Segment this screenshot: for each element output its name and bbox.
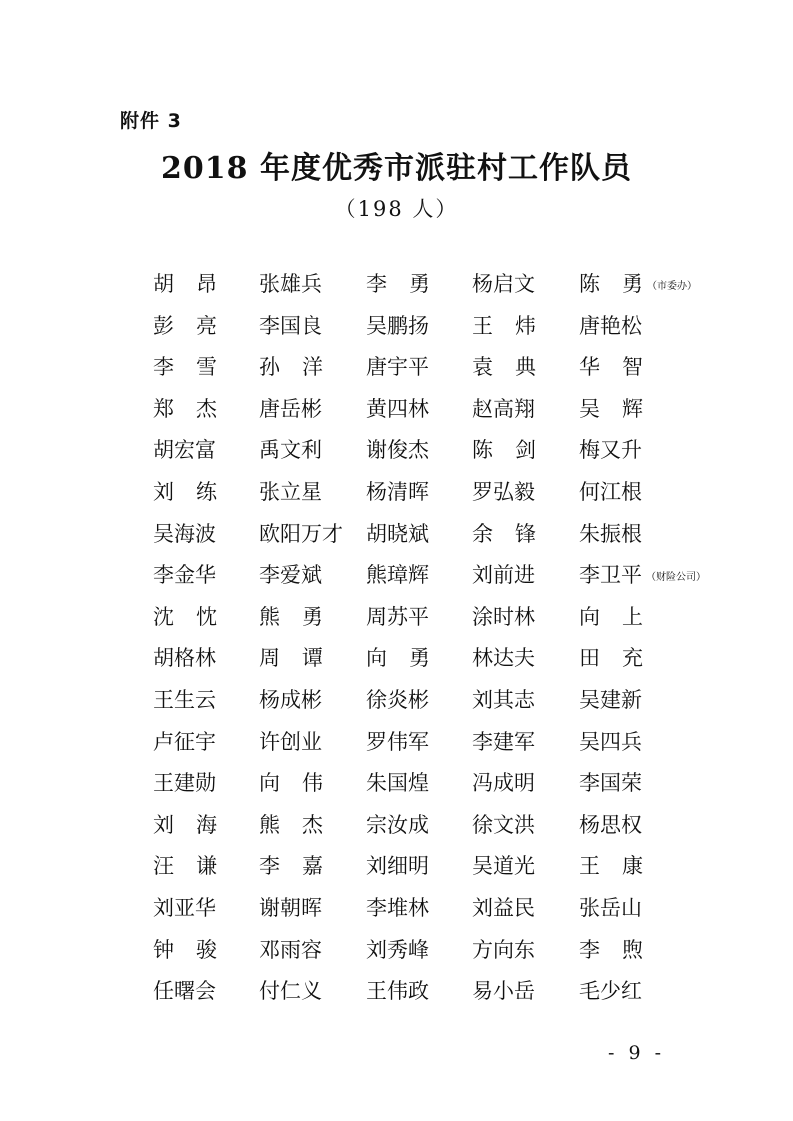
person-name: 唐岳彬 (259, 396, 322, 421)
person-name: 李雪 (153, 355, 217, 380)
person-name: 朱国煌 (366, 771, 429, 796)
person-name: 李建军 (472, 729, 535, 754)
name-cell (259, 556, 322, 594)
name-cell (366, 473, 429, 511)
name-cell (579, 307, 642, 345)
person-name: 梅又升 (579, 438, 642, 463)
person-name: 张雄兵 (259, 272, 322, 296)
person-name: 熊勇 (259, 604, 323, 629)
person-name: 吴四兵 (579, 729, 642, 754)
name-cell (472, 431, 536, 469)
name-row (153, 348, 753, 390)
name-cell (153, 764, 216, 802)
person-name: 李爱斌 (259, 563, 322, 588)
person-name: 周苏平 (366, 604, 429, 629)
name-cell (472, 265, 535, 303)
person-name: 刘亚华 (153, 895, 216, 920)
name-cell (579, 473, 642, 511)
name-cell (579, 639, 643, 677)
name-cell (579, 889, 642, 927)
name-cell (472, 348, 536, 386)
person-name: 张立星 (259, 479, 322, 504)
name-cell (153, 806, 217, 844)
name-cell (366, 806, 429, 844)
name-cell (259, 847, 323, 885)
name-row (153, 972, 753, 1014)
name-row (153, 931, 753, 973)
name-cell (259, 598, 323, 636)
person-name: 欧阳万才 (259, 521, 343, 546)
person-name: 孙洋 (259, 355, 323, 380)
person-name: 方向东 (472, 937, 535, 962)
name-cell (259, 473, 322, 511)
name-cell (472, 806, 535, 844)
name-cell (153, 431, 216, 469)
name-cell (153, 307, 217, 345)
person-name: 李嘉 (259, 854, 323, 879)
affiliation-note: （财险公司） (646, 572, 706, 584)
affiliation-note: （市委办） (647, 281, 697, 292)
name-cell (472, 556, 535, 594)
name-cell (259, 515, 343, 553)
name-cell (366, 723, 429, 761)
name-cell (259, 931, 322, 969)
name-cell (259, 972, 322, 1010)
person-name: 沈忱 (153, 604, 217, 629)
person-name: 毛少红 (579, 979, 642, 1004)
name-cell (259, 681, 322, 719)
person-name: 罗弘毅 (472, 479, 535, 504)
name-row (153, 556, 753, 598)
person-name: 吴建新 (579, 687, 642, 712)
person-name: 谢朝晖 (259, 895, 322, 920)
name-cell (259, 639, 323, 677)
person-name: 杨成彬 (259, 687, 322, 712)
person-name: 刘秀峰 (366, 937, 429, 962)
page-number: - 9 - (608, 1042, 666, 1064)
person-name: 汪谦 (153, 854, 217, 879)
person-name: 华智 (579, 355, 643, 380)
person-name: 向伟 (259, 771, 323, 796)
attachment-label: 附件 3 (120, 110, 182, 132)
name-cell (579, 847, 643, 885)
person-name: 谢俊杰 (366, 438, 429, 463)
person-name: 李卫平 (579, 563, 642, 588)
person-name: 刘其志 (472, 687, 535, 712)
person-name: 付仁义 (259, 979, 322, 1004)
name-cell (259, 265, 322, 303)
person-name: 熊璋辉 (366, 563, 429, 588)
person-name: 袁典 (472, 355, 536, 380)
name-row (153, 889, 753, 931)
person-name: 钟骏 (153, 937, 217, 962)
person-name: 唐宇平 (366, 355, 429, 380)
person-name: 胡昂 (153, 272, 217, 296)
person-name: 徐炎彬 (366, 687, 429, 712)
page-title: 2018 年度优秀市派驻村工作队员 (161, 151, 632, 186)
name-cell (579, 681, 642, 719)
name-cell (579, 806, 642, 844)
name-cell (472, 598, 535, 636)
name-cell (366, 556, 429, 594)
name-cell (366, 307, 429, 345)
name-row (153, 681, 753, 723)
name-row (153, 265, 753, 307)
name-cell (366, 348, 429, 386)
name-cell (259, 390, 322, 428)
person-name: 陈勇 (579, 272, 643, 296)
name-cell (472, 307, 536, 345)
person-name: 刘细明 (366, 854, 429, 879)
name-cell (153, 639, 216, 677)
name-cell (153, 847, 217, 885)
person-name: 卢征宇 (153, 729, 216, 754)
name-cell (153, 473, 217, 511)
person-name: 李国良 (259, 313, 322, 338)
name-cell (366, 431, 429, 469)
person-name: 刘益民 (472, 895, 535, 920)
person-name: 涂时林 (472, 604, 535, 629)
person-name: 吴道光 (472, 854, 535, 879)
name-cell (472, 931, 535, 969)
person-name: 唐艳松 (579, 313, 642, 338)
name-row (153, 847, 753, 889)
name-cell (472, 723, 535, 761)
person-name: 向勇 (366, 646, 430, 671)
name-cell (579, 598, 643, 636)
person-name: 杨思权 (579, 812, 642, 837)
name-cell (579, 515, 642, 553)
name-list (153, 265, 753, 1014)
name-cell (366, 972, 429, 1010)
person-name: 赵高翔 (472, 396, 535, 421)
person-name: 朱振根 (579, 521, 642, 546)
person-name: 任曙会 (153, 979, 216, 1004)
person-name: 罗伟军 (366, 729, 429, 754)
person-name: 李国荣 (579, 771, 642, 796)
name-row (153, 431, 753, 473)
person-name: 吴辉 (579, 396, 643, 421)
name-cell (153, 681, 216, 719)
person-name: 王生云 (153, 687, 216, 712)
person-name: 余锋 (472, 521, 536, 546)
name-row (153, 515, 753, 557)
person-name: 邓雨容 (259, 937, 322, 962)
person-name: 胡晓斌 (366, 521, 429, 546)
person-name: 李金华 (153, 563, 216, 588)
name-cell (472, 390, 535, 428)
person-name: 郑杰 (153, 396, 217, 421)
person-name: 王建勋 (153, 771, 216, 796)
person-name: 张岳山 (579, 895, 642, 920)
person-name: 许创业 (259, 729, 322, 754)
name-cell (366, 639, 430, 677)
person-name: 李堆林 (366, 895, 429, 920)
name-cell (259, 348, 323, 386)
person-name: 王伟政 (366, 979, 429, 1004)
name-cell (259, 889, 322, 927)
name-cell (366, 931, 429, 969)
person-name: 熊杰 (259, 812, 323, 837)
name-cell (366, 889, 429, 927)
name-row (153, 806, 753, 848)
name-cell (579, 723, 642, 761)
name-cell (153, 265, 217, 303)
person-name: 林达夫 (472, 646, 535, 671)
name-row (153, 390, 753, 432)
person-name: 陈剑 (472, 438, 536, 463)
person-name: 冯成明 (472, 771, 535, 796)
name-cell (153, 515, 216, 553)
name-cell (472, 847, 535, 885)
name-cell (259, 431, 322, 469)
name-cell (153, 598, 217, 636)
person-name: 黄四林 (366, 396, 429, 421)
name-cell (366, 515, 429, 553)
name-cell (366, 764, 429, 802)
name-cell (259, 723, 322, 761)
name-cell (259, 806, 323, 844)
person-name: 刘前进 (472, 563, 535, 588)
name-cell (472, 764, 535, 802)
person-name: 杨启文 (472, 272, 535, 296)
name-row (153, 598, 753, 640)
name-cell (579, 931, 643, 969)
name-row (153, 473, 753, 515)
person-name: 田充 (579, 646, 643, 671)
name-cell (366, 390, 429, 428)
person-name: 杨清晖 (366, 479, 429, 504)
name-cell (366, 681, 429, 719)
person-name: 周谭 (259, 646, 323, 671)
person-name: 刘海 (153, 812, 217, 837)
person-name: 胡格林 (153, 646, 216, 671)
person-name: 吴鹏扬 (366, 313, 429, 338)
person-name: 王康 (579, 854, 643, 879)
person-name: 刘练 (153, 479, 217, 504)
name-cell (259, 764, 323, 802)
name-cell (366, 847, 429, 885)
person-name: 彭亮 (153, 313, 217, 338)
person-name: 易小岳 (472, 979, 535, 1004)
name-cell (153, 972, 216, 1010)
name-cell (579, 556, 706, 597)
name-row (153, 307, 753, 349)
name-cell (153, 723, 216, 761)
name-cell (153, 390, 217, 428)
name-cell (153, 931, 217, 969)
name-cell (259, 307, 322, 345)
person-name: 宗汝成 (366, 812, 429, 837)
name-cell (472, 639, 535, 677)
name-cell (472, 889, 535, 927)
name-cell (472, 473, 535, 511)
person-name: 李煦 (579, 937, 643, 962)
name-cell (579, 972, 642, 1010)
name-cell (579, 431, 642, 469)
person-name: 王炜 (472, 313, 536, 338)
person-name: 胡宏富 (153, 438, 216, 463)
name-cell (366, 598, 429, 636)
name-cell (472, 515, 536, 553)
name-cell (366, 265, 430, 303)
person-name: 何江根 (579, 479, 642, 504)
name-cell (472, 972, 535, 1010)
name-cell (153, 348, 217, 386)
person-name: 禹文利 (259, 438, 322, 463)
people-count: （198 人） (334, 197, 459, 221)
name-cell (153, 556, 216, 594)
name-row (153, 764, 753, 806)
name-cell (579, 265, 697, 306)
person-name: 徐文洪 (472, 812, 535, 837)
name-cell (153, 889, 216, 927)
name-cell (579, 348, 643, 386)
name-cell (579, 390, 643, 428)
name-row (153, 723, 753, 765)
name-cell (472, 681, 535, 719)
person-name: 向上 (579, 604, 643, 629)
name-row (153, 639, 753, 681)
name-cell (579, 764, 642, 802)
person-name: 李勇 (366, 272, 430, 296)
person-name: 吴海波 (153, 521, 216, 546)
